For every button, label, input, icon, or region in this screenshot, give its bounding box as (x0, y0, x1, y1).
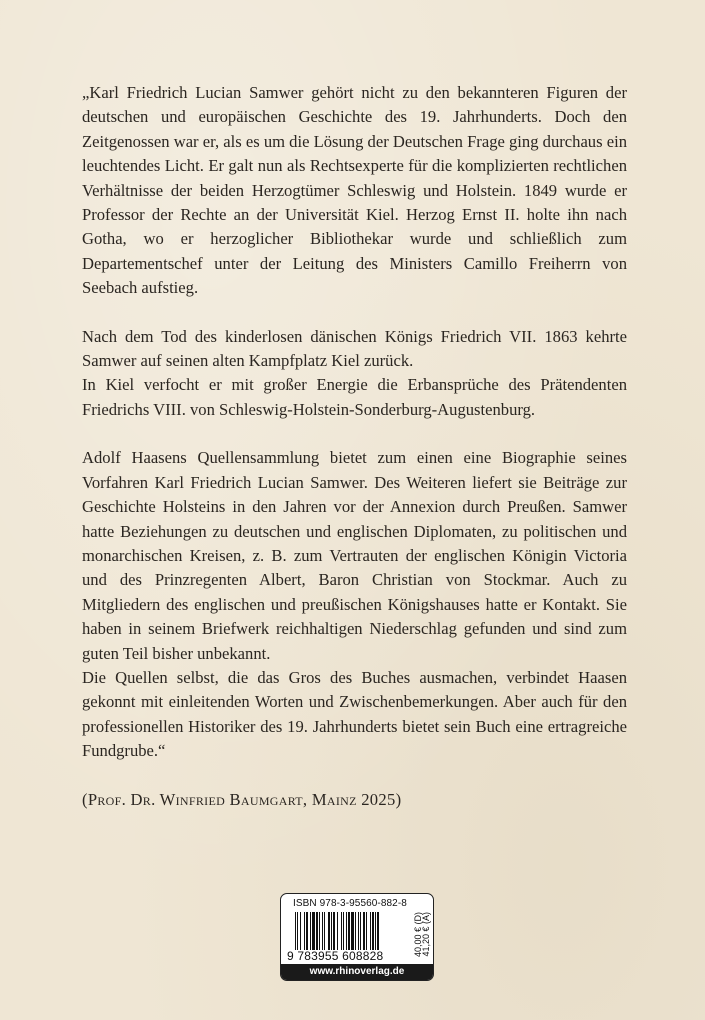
isbn-barcode-label (280, 893, 434, 981)
back-cover-text (82, 81, 627, 812)
price-austria: 41,20 € (A) (421, 912, 431, 957)
paragraph-intro: „Karl Friedrich Lucian Samwer gehört nicht zu den bekannteren Figuren der deutschen und europäischen Geschichte des 19. Jahrhunderts. Doch den Zeitgenossen war er, als es um die Lösung der Deutschen Frage ging durchaus ein leuchtendes Licht. Er galt nun als Rechtsexperte für die komplizierten rechtlichen Verhältnisse der beiden Herzogtümer Schleswig und Holstein. 1849 wurde er Professor der Rechte an der Universität Kiel. Herzog Ernst II. holte ihn nach Gotha, wo er herzoglicher Bibliothekar wurde und schließlich zum Departementschef unter der Leitung des Ministers Camillo Freiherrn von Seebach aufstieg. (82, 83, 627, 298)
paragraph-sources: Die Quellen selbst, die das Gros des Buches ausmachen, verbindet Haasen gekonnt mit einleitenden Worten und Zwischenbemerkungen. Aber auch für den professionellen Historiker des 19. Jahrhunderts bietet sein Buch eine ertragreiche Fundgrube.“ (82, 667, 627, 761)
isbn-number: ISBN 978-3-95560-882-8 (293, 898, 407, 909)
barcode-digits: 9 783955 608828 (287, 949, 384, 963)
barcode-bars (295, 912, 411, 950)
paragraph-claims: In Kiel verfocht er mit großer Energie die Erbansprüche des Prätendenten Friedrichs VIII. von Schleswig-Holstein-Sonderburg-Augustenburg. (82, 375, 627, 419)
price-germany: 40,00 € (D) (413, 912, 423, 958)
price-column (414, 912, 430, 958)
paragraph-collection: Adolf Haasens Quellensammlung bietet zum einen eine Biographie seines Vorfahren Karl Friedrich Lucian Samwer. Des Weiteren liefert sie Beiträge zur Geschichte Holsteins in den Jahren vor der Annexion durch Preußen. Samwer hatte Beziehungen zu deutschen und englischen Diplomaten, zu politischen und monarchischen Kreisen, z. B. zum Vertrauten der englischen Königin Victoria und des Prinzregenten Albert, Baron Christian von Stockmar. Auch zu Mitgliedern des englischen und preußischen Königshauses hatte er Kontakt. Sie haben in seinem Briefwerk reichhaltigen Niederschlag gefunden und sind zum guten Teil bisher unbekannt. (82, 448, 627, 663)
quote-attribution: (Prof. Dr. Winfried Baumgart, Mainz 2025) (82, 789, 402, 809)
paragraph-return-kiel: Nach dem Tod des kinderlosen dänischen Königs Friedrich VII. 1863 kehrte Samwer auf seinen alten Kampfplatz Kiel zurück. (82, 326, 627, 371)
publisher-website: www.rhinoverlag.de (281, 964, 433, 980)
